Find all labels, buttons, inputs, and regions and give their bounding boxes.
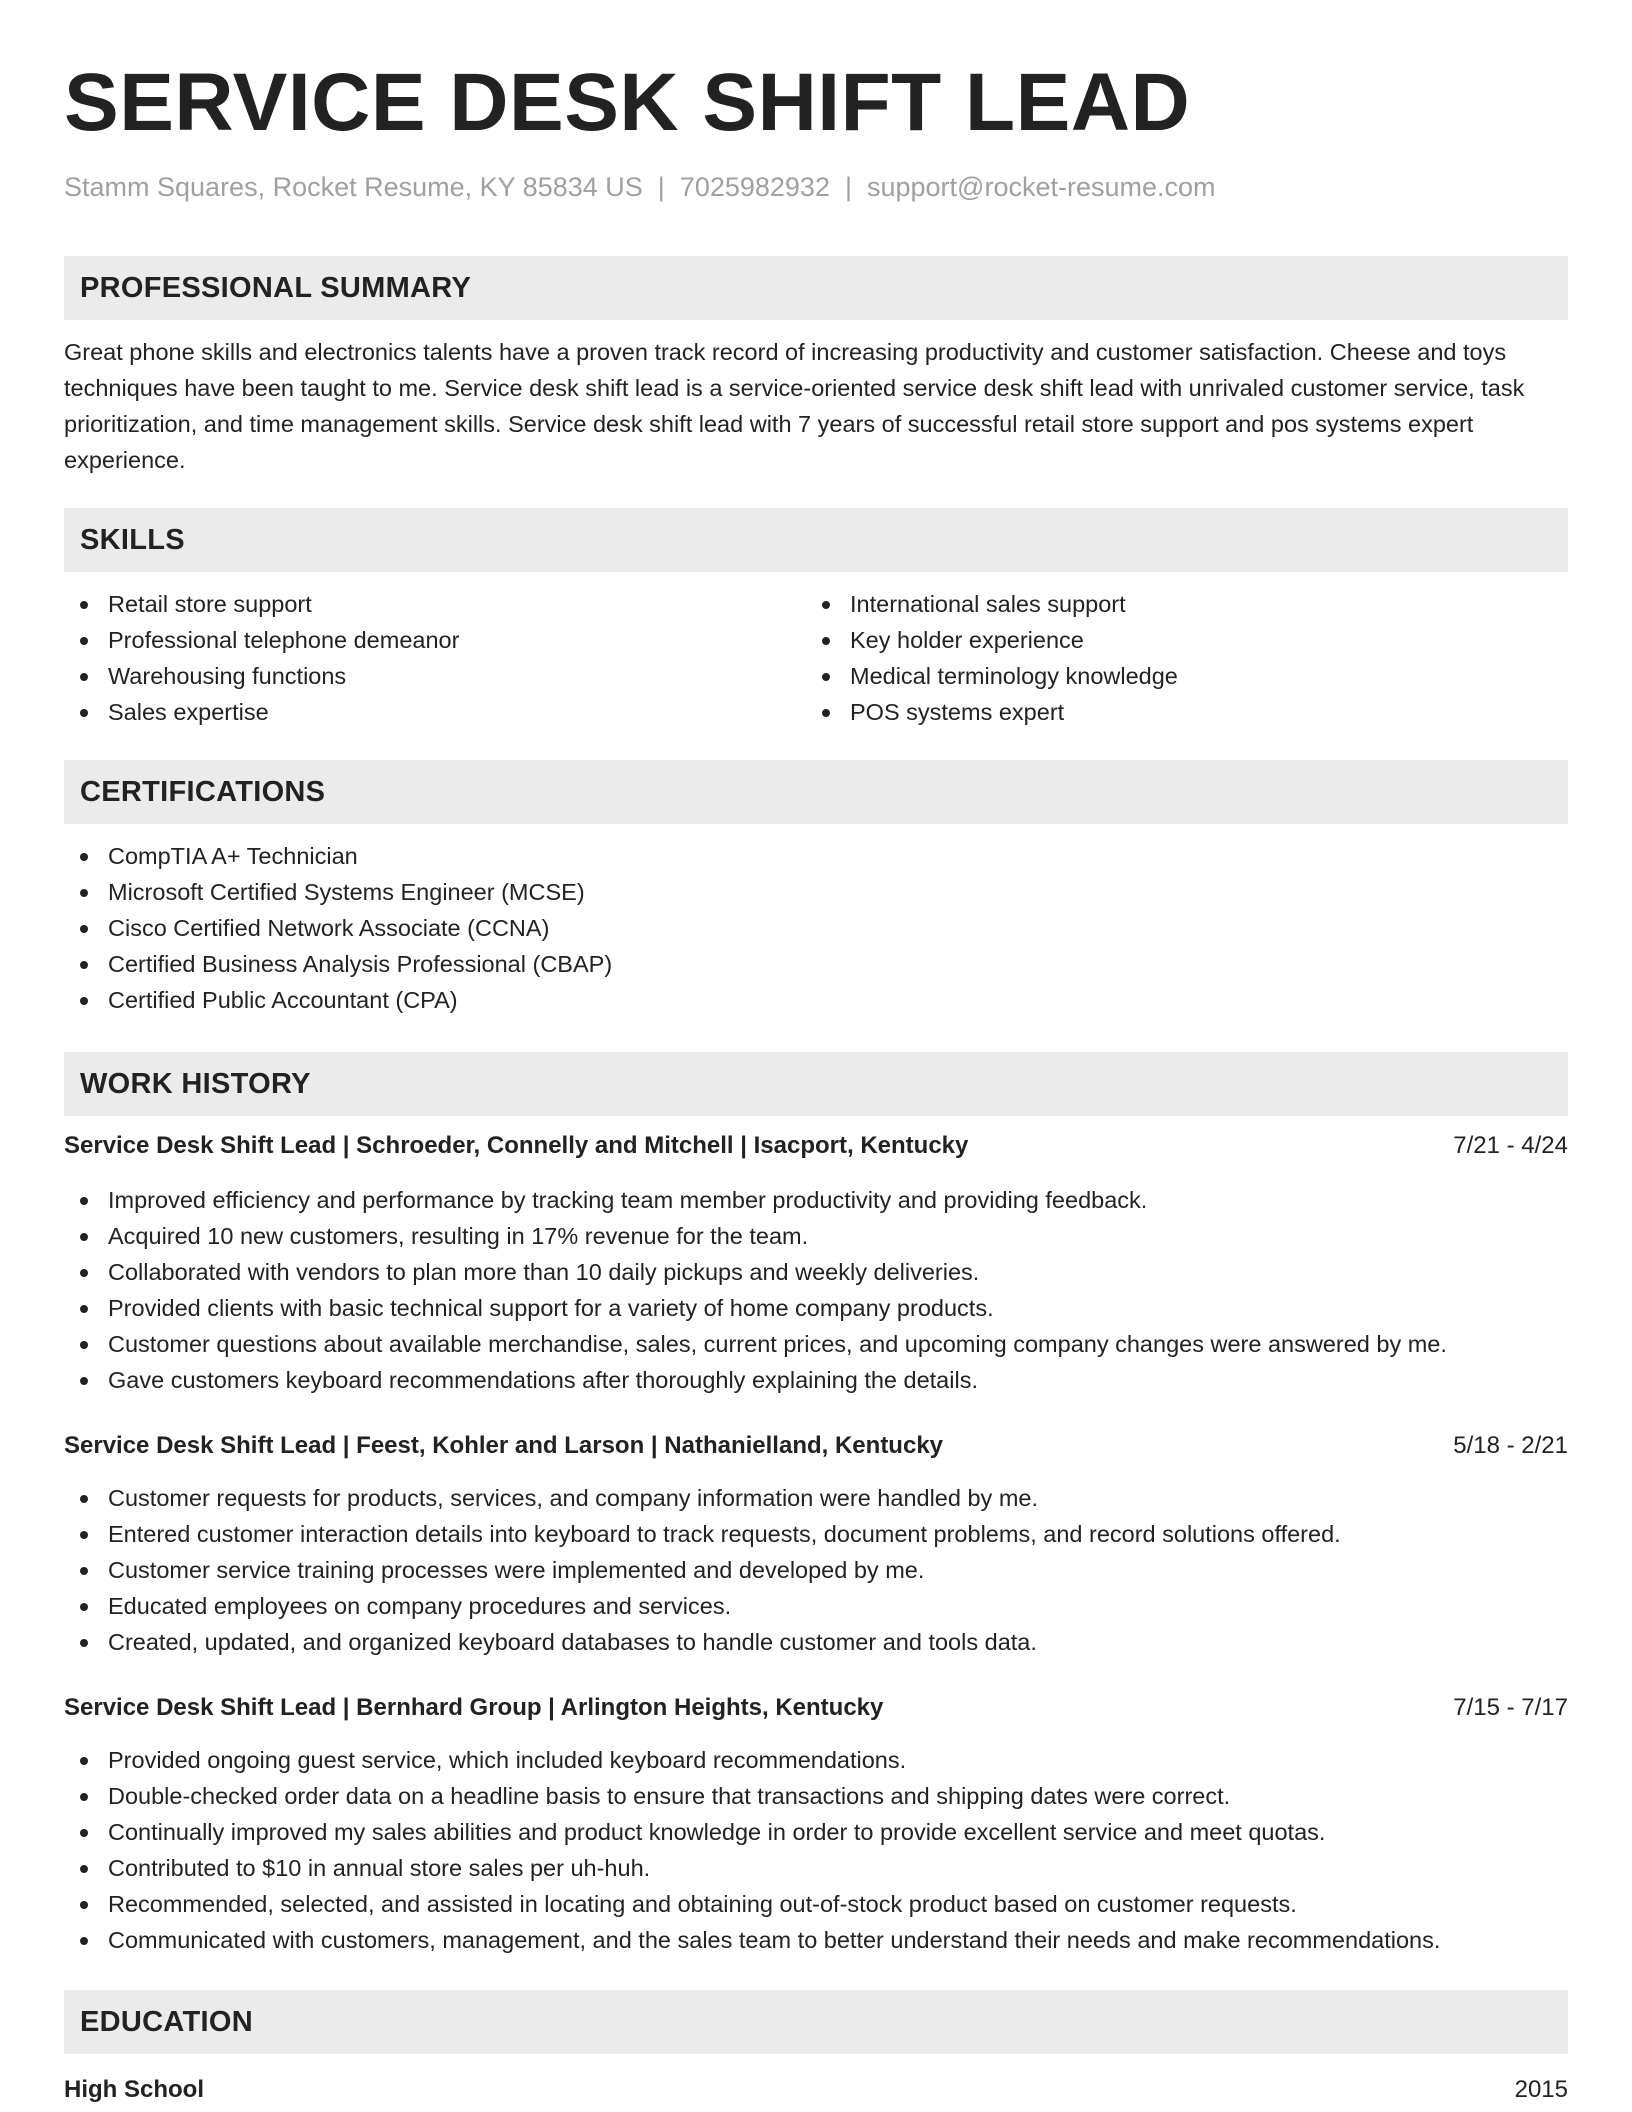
job-bullet: Customer questions about available merchandise, sales, current prices, and upcoming company changes were answered by me. (64, 1326, 1568, 1362)
job-bullet: Gave customers keyboard recommendations after thoroughly explaining the details. (64, 1362, 1568, 1398)
section-header-certifications (64, 760, 1568, 824)
job-bullet: Entered customer interaction details into keyboard to track requests, document problems, and record solutions offered. (64, 1516, 1568, 1552)
job-bullet: Acquired 10 new customers, resulting in 17% revenue for the team. (64, 1218, 1568, 1254)
job-bullet: Customer service training processes were implemented and developed by me. (64, 1552, 1568, 1588)
skill-item: POS systems expert (806, 694, 1548, 730)
certification-item: Certified Business Analysis Professional (CBAP) (64, 946, 1568, 982)
contact-separator: | (657, 172, 665, 202)
contact-phone: 7025982932 (679, 172, 830, 202)
job-title: Service Desk Shift Lead | Schroeder, Connelly and Mitchell | Isacport, Kentucky (64, 1132, 969, 1159)
job-bullets (64, 1182, 1568, 1398)
contact-line (64, 170, 1568, 204)
skill-item: Medical terminology knowledge (806, 658, 1548, 694)
job-bullet: Customer requests for products, services, and company information were handled by me. (64, 1480, 1568, 1516)
candidate-name: SERVICE DESK SHIFT LEAD (64, 57, 1191, 148)
skill-item: International sales support (806, 586, 1548, 622)
job-dates: 7/15 - 7/17 (1453, 1694, 1568, 1721)
summary-text: Great phone skills and electronics talents have a proven track record of increasing productivity and customer satisfaction. Cheese and toys techniques have been taught to me. Service desk shift lead is a service-oriented service desk shift lead with unrivaled customer service, task prioritization, and time management skills. Service desk shift lead with 7 years of successful retail store support and pos systems expert experience. (64, 339, 1525, 473)
job-bullet: Collaborated with vendors to plan more than 10 daily pickups and weekly deliveries. (64, 1254, 1568, 1290)
section-title: SKILLS (80, 523, 185, 556)
skills-column-right (806, 586, 1548, 730)
job-header (64, 1128, 1568, 1164)
job-header (64, 1690, 1568, 1726)
skill-item: Warehousing functions (64, 658, 806, 694)
certifications-list (64, 838, 1568, 1018)
skill-item: Professional telephone demeanor (64, 622, 806, 658)
job-bullet: Contributed to $10 in annual store sales per uh-huh. (64, 1850, 1568, 1886)
certification-item: CompTIA A+ Technician (64, 838, 1568, 874)
section-header-work-history (64, 1052, 1568, 1116)
certification-item: Cisco Certified Network Associate (CCNA) (64, 910, 1568, 946)
job-bullet: Created, updated, and organized keyboard databases to handle customer and tools data. (64, 1624, 1568, 1660)
job-bullets (64, 1480, 1568, 1660)
job-title: Service Desk Shift Lead | Feest, Kohler and Larson | Nathanielland, Kentucky (64, 1432, 944, 1459)
section-title: WORK HISTORY (80, 1067, 311, 1100)
certification-item: Microsoft Certified Systems Engineer (MCSE) (64, 874, 1568, 910)
section-title: EDUCATION (80, 2005, 253, 2038)
education-entry (64, 2072, 1568, 2108)
skill-item: Sales expertise (64, 694, 806, 730)
job-bullet: Continually improved my sales abilities and product knowledge in order to provide excellent service and meet quotas. (64, 1814, 1568, 1850)
section-title: CERTIFICATIONS (80, 775, 326, 808)
contact-address: Stamm Squares, Rocket Resume, KY 85834 US (64, 172, 643, 202)
skill-item: Retail store support (64, 586, 806, 622)
contact-email[interactable]: support@rocket-resume.com (866, 172, 1216, 202)
job-title: Service Desk Shift Lead | Bernhard Group | Arlington Heights, Kentucky (64, 1694, 884, 1721)
job-dates: 5/18 - 2/21 (1453, 1432, 1568, 1459)
job-bullets (64, 1742, 1568, 1958)
skill-item: Key holder experience (806, 622, 1548, 658)
section-header-education (64, 1990, 1568, 2054)
job-bullet: Double-checked order data on a headline basis to ensure that transactions and shipping dates were correct. (64, 1778, 1568, 1814)
job-bullet: Communicated with customers, management, and the sales team to better understand their needs and make recommendations. (64, 1922, 1568, 1958)
job-dates: 7/21 - 4/24 (1453, 1132, 1568, 1159)
education-school: High School (64, 2076, 204, 2103)
section-header-summary (64, 256, 1568, 320)
job-entry (64, 1690, 1568, 1958)
certification-item: Certified Public Accountant (CPA) (64, 982, 1568, 1018)
job-bullet: Improved efficiency and performance by tracking team member productivity and providing feedback. (64, 1182, 1568, 1218)
job-entry (64, 1128, 1568, 1398)
job-bullet: Recommended, selected, and assisted in locating and obtaining out-of-stock product based on customer requests. (64, 1886, 1568, 1922)
education-year: 2015 (1514, 2076, 1568, 2103)
job-header (64, 1428, 1568, 1464)
job-bullet: Educated employees on company procedures and services. (64, 1588, 1568, 1624)
job-entry (64, 1428, 1568, 1660)
job-bullet: Provided clients with basic technical support for a variety of home company products. (64, 1290, 1568, 1326)
section-title: PROFESSIONAL SUMMARY (80, 271, 472, 304)
skills-column-left (64, 586, 806, 730)
contact-separator: | (844, 172, 852, 202)
job-bullet: Provided ongoing guest service, which included keyboard recommendations. (64, 1742, 1568, 1778)
section-header-skills (64, 508, 1568, 572)
skills-list (64, 586, 1568, 730)
